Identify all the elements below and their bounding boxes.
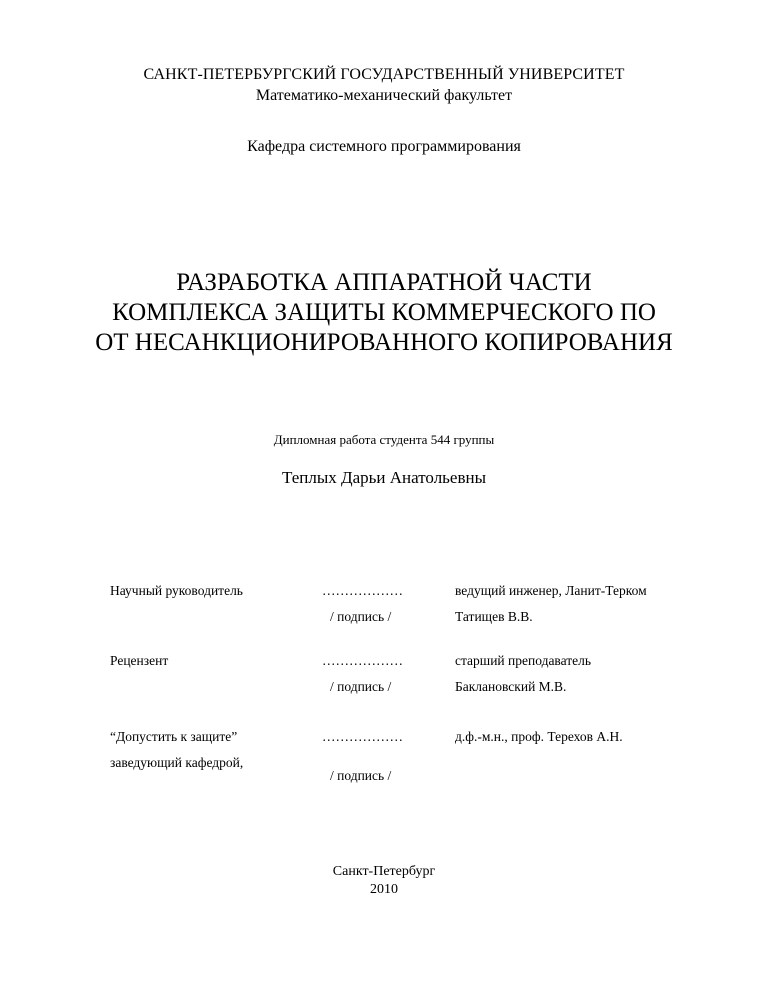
head-of-chair-name: д.ф.-м.н., проф. Терехов А.Н. xyxy=(455,729,623,744)
supervisor-role: Научный руководитель xyxy=(110,583,243,598)
thesis-title-line-2: КОМПЛЕКСА ЗАЩИТЫ КОММЕРЧЕСКОГО ПО xyxy=(112,299,656,326)
chair-name: Кафедра системного программирования xyxy=(247,138,521,155)
supervisor-signature-label: / подпись / xyxy=(330,609,392,624)
supervisor-name: Татищев В.В. xyxy=(455,609,533,624)
year: 2010 xyxy=(370,882,398,897)
faculty-name: Математико-механический факультет xyxy=(255,87,513,104)
work-type: Дипломная работа студента 544 группы xyxy=(273,432,495,447)
reviewer-signature-dots: ……………… xyxy=(322,653,403,668)
reviewer-position: старший преподаватель xyxy=(455,653,592,668)
thesis-title-line-3: ОТ НЕСАНКЦИОНИРОВАННОГО КОПИРОВАНИЯ xyxy=(95,329,673,356)
city: Санкт-Петербург xyxy=(332,864,436,879)
admission-label: “Допустить к защите” xyxy=(110,729,238,744)
supervisor-signature-dots: ……………… xyxy=(322,583,403,598)
head-of-chair-role: заведующий кафедрой, xyxy=(110,755,244,770)
reviewer-name: Баклановский М.В. xyxy=(455,679,567,694)
thesis-title-line-1: РАЗРАБОТКА АППАРАТНОЙ ЧАСТИ xyxy=(176,269,592,296)
admission-signature-dots: ……………… xyxy=(322,729,403,744)
admission-signature-label: / подпись / xyxy=(330,768,392,783)
university-name: САНКТ-ПЕТЕРБУРГСКИЙ ГОСУДАРСТВЕННЫЙ УНИВЕРСИТЕТ xyxy=(143,66,625,83)
reviewer-role: Рецензент xyxy=(110,653,169,668)
reviewer-signature-label: / подпись / xyxy=(330,679,392,694)
supervisor-position: ведущий инженер, Ланит-Терком xyxy=(455,583,647,598)
author-name: Теплых Дарьи Анатольевны xyxy=(281,468,487,487)
